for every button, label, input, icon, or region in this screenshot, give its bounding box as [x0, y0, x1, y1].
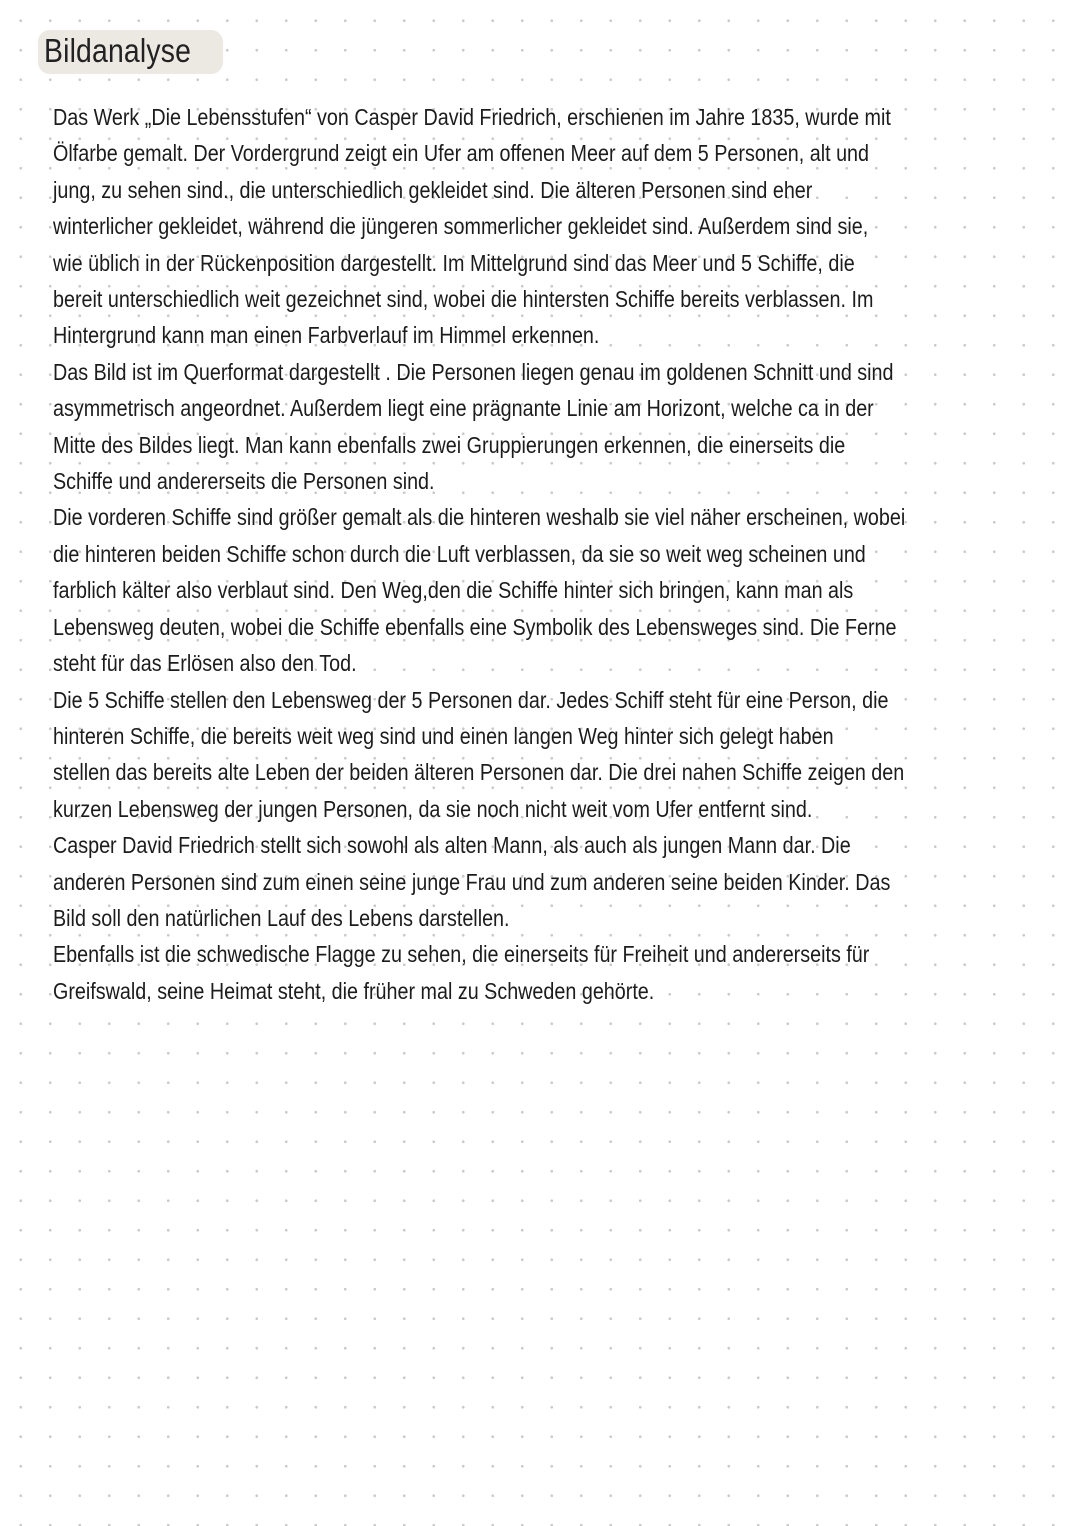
text-line: bereit unterschiedlich weit gezeichnet sind, wobei die hintersten Schiffe bereits verblassen. Im: [53, 286, 874, 313]
text-line: Die 5 Schiffe stellen den Lebensweg der 5 Personen dar. Jedes Schiff steht für eine Person, die: [53, 686, 889, 713]
text-line: Mitte des Bildes liegt. Man kann ebenfalls zwei Gruppierungen erkennen, die einerseits die: [53, 431, 846, 458]
text-line: Bild soll den natürlichen Lauf des Lebens darstellen.: [53, 904, 510, 931]
text-line: Lebensweg deuten, wobei die Schiffe ebenfalls eine Symbolik des Lebensweges sind. Die Ferne: [53, 613, 897, 640]
text-line: stellen das bereits alte Leben der beiden älteren Personen dar. Die drei nahen Schiffe zeigen den: [53, 759, 905, 786]
text-line: kurzen Lebensweg der jungen Personen, da sie noch nicht weit vom Ufer entfernt sind.: [53, 795, 813, 822]
text-line: Die vorderen Schiffe sind größer gemalt als die hinteren weshalb sie viel näher erscheinen, wobei: [53, 504, 906, 531]
text-line: Schiffe und andererseits die Personen sind.: [53, 468, 435, 495]
analysis-text: [53, 99, 993, 1009]
text-line: anderen Personen sind zum einen seine junge Frau und zum anderen seine beiden Kinder. Das: [53, 868, 891, 895]
text-line: Ebenfalls ist die schwedische Flagge zu sehen, die einerseits für Freiheit und andererseits für: [53, 941, 870, 968]
text-line: winterlicher gekleidet, während die jüngeren sommerlicher gekleidet sind. Außerdem sind sie,: [53, 213, 869, 240]
page-title-highlight: [38, 30, 223, 74]
text-line: farblich kälter also verblaut sind. Den Weg,den die Schiffe hinter sich bringen, kann man als: [53, 577, 854, 604]
text-line: Das Bild ist im Querformat dargestellt . Die Personen liegen genau im goldenen Schnitt und sind: [53, 358, 894, 385]
text-line: Hintergrund kann man einen Farbverlauf im Himmel erkennen.: [53, 322, 600, 349]
text-line: Casper David Friedrich stellt sich sowohl als alten Mann, als auch als jungen Mann dar. Die: [53, 832, 851, 859]
text-line: jung, zu sehen sind., die unterschiedlich gekleidet sind. Die älteren Personen sind eher: [53, 176, 813, 203]
text-line: hinteren Schiffe, die bereits weit weg sind und einen langen Weg hinter sich gelegt haben: [53, 722, 834, 749]
page-title: Bildanalyse: [44, 32, 192, 69]
text-line: asymmetrisch angeordnet. Außerdem liegt eine prägnante Linie am Horizont, welche ca in der: [53, 395, 874, 422]
text-line: Ölfarbe gemalt. Der Vordergrund zeigt ein Ufer am offenen Meer auf dem 5 Personen, alt und: [53, 140, 870, 167]
text-line: steht für das Erlösen also den Tod.: [53, 650, 357, 677]
text-line: die hinteren beiden Schiffe schon durch die Luft verblassen, da sie so weit weg scheinen und: [53, 540, 866, 567]
text-line: Greifswald, seine Heimat steht, die früher mal zu Schweden gehörte.: [53, 977, 655, 1004]
text-line: wie üblich in der Rückenposition dargestellt. Im Mittelgrund sind das Meer und 5 Schiffe, die: [53, 249, 855, 276]
text-line: Das Werk „Die Lebensstufen“ von Casper David Friedrich, erschienen im Jahre 1835, wurde mit: [53, 104, 891, 130]
